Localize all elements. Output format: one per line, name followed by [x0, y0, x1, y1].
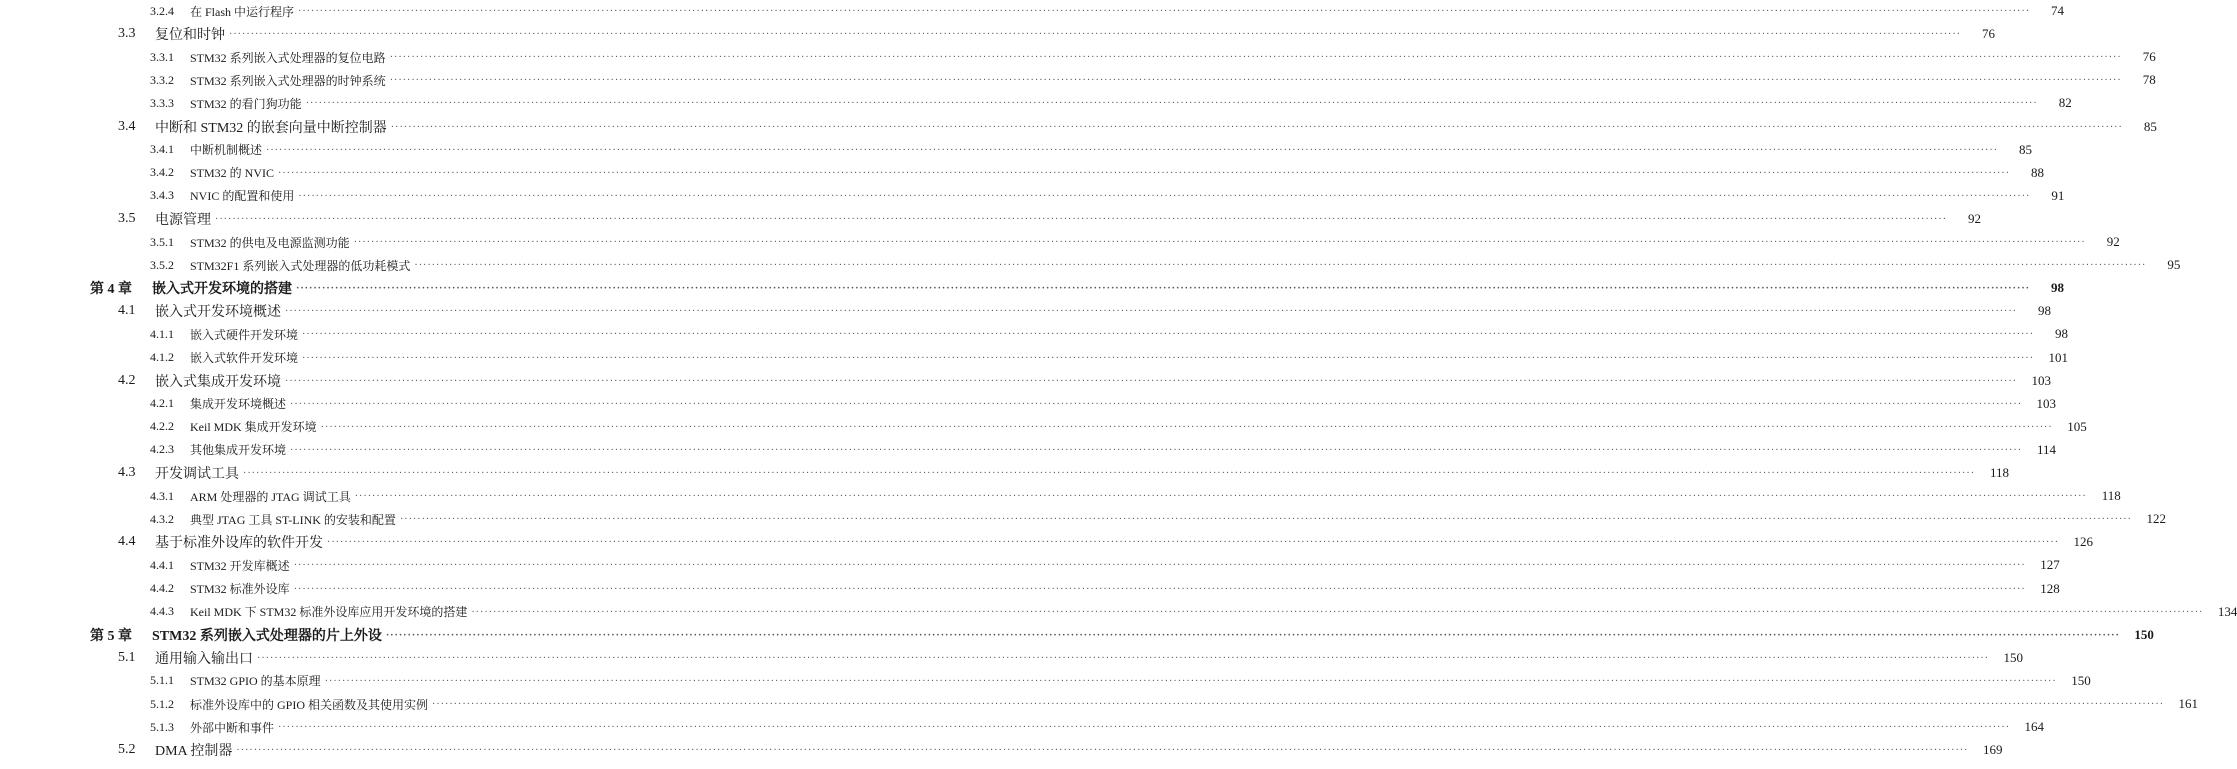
dot-leader: ················································································································································································································································································································································································································ [243, 468, 1976, 479]
toc-entry-page: 76 [1982, 26, 1996, 42]
dot-leader: ················································································································································································································································································································································································································ [290, 444, 2023, 456]
toc-entry [0, 716, 2045, 738]
toc-entry [0, 601, 2237, 623]
dot-leader: ················································································································································································································································································································································································································ [266, 144, 1999, 156]
dot-leader: ················································································································································································································································································································································································································ [399, 514, 2132, 526]
toc-entry [0, 323, 2069, 345]
dot-leader: ················································································································································································································································································································································································································ [414, 260, 2147, 272]
toc-entry-page: 88 [2031, 164, 2045, 180]
toc-entry-page: 103 [2036, 395, 2057, 411]
toc-entry-number: 4.4.1 [150, 557, 174, 572]
toc-entry-page: 164 [2024, 719, 2045, 735]
dot-leader: ················································································································································································································································································································································································································ [432, 699, 2165, 710]
toc-entry [0, 670, 2091, 692]
dot-leader: ················································································································································································································································································································································································································ [302, 352, 2035, 364]
toc-entry-number: 第 4 章 [90, 282, 132, 298]
toc-entry-title: NVIC 的配置和使用 [190, 189, 295, 204]
toc-entry-page: 78 [2142, 72, 2156, 88]
toc-entry-title: 中断机制概述 [190, 143, 263, 158]
toc-entry [0, 416, 2087, 438]
dot-leader: ················································································································································································································································································································································································································ [278, 167, 2011, 179]
toc-entry-title: STM32 标准外设库 [190, 582, 290, 596]
toc-entry-title: Keil MDK 下 STM32 标准外设库应用开发环境的搭建 [190, 605, 468, 620]
toc-entry-number: 3.4.2 [150, 165, 174, 180]
toc-entry-number: 3.4 [118, 118, 136, 134]
toc-entry-page: 134 [2217, 603, 2237, 619]
toc-entry-page: 122 [2146, 511, 2166, 527]
dot-leader: ················································································································································································································································································································································································································ [278, 722, 2011, 734]
toc-entry [0, 139, 2033, 161]
toc-entry-page: 92 [1968, 210, 1982, 226]
toc-entry-number: 3.5.1 [150, 234, 174, 249]
toc-entry [0, 624, 2154, 646]
toc-entry-page: 98 [2038, 303, 2052, 319]
toc-entry-page: 126 [2073, 534, 2094, 550]
toc-entry-title: STM32F1 系列嵌入式处理器的低功耗模式 [190, 258, 411, 273]
toc-entry [0, 231, 2120, 253]
toc-entry-number: 3.3.3 [150, 95, 174, 110]
toc-entry [0, 69, 2156, 91]
toc-entry-page: 150 [2003, 649, 2024, 665]
toc-entry [0, 162, 2045, 184]
toc-entry-title: 开发调试工具 [155, 467, 239, 482]
toc-entry [0, 23, 1996, 45]
dot-leader: ················································································································································································································································································································································································································ [390, 121, 2123, 133]
dot-leader: ················································································································································································································································································································································································································ [389, 75, 2122, 87]
toc-entry [0, 531, 2094, 553]
toc-entry [0, 647, 2024, 669]
toc-entry-title: ARM 处理器的 JTAG 调试工具 [190, 489, 351, 504]
toc-entry-number: 4.1.1 [150, 326, 174, 341]
dot-leader: ················································································································································································································································································································································································································ [298, 190, 2031, 202]
toc-entry-number: 5.1.2 [150, 696, 174, 711]
toc-entry-title: 通用输入输出口 [155, 651, 253, 667]
toc-entry-title: 复位和时钟 [155, 28, 225, 44]
dot-leader: ················································································································································································································································································································································································································ [290, 398, 2023, 410]
toc-entry [0, 92, 2072, 114]
dot-leader: ················································································································································································································································································································································································································ [471, 606, 2204, 618]
toc-entry-title: 嵌入式集成开发环境 [155, 374, 281, 390]
toc-entry-title: 标准外设库中的 GPIO 相关函数及其使用实例 [190, 697, 429, 712]
dot-leader: ················································································································································································································································································································································································································ [236, 745, 1969, 757]
toc-entry [0, 254, 2181, 276]
toc-entry-number: 5.1.3 [150, 719, 174, 734]
toc-entry-number: 3.4.1 [150, 142, 174, 157]
toc-entry [0, 693, 2199, 715]
toc-entry-number: 4.4.3 [150, 604, 174, 619]
toc-entry [0, 116, 2157, 138]
toc-entry-title: 典型 JTAG 工具 ST-LINK 的安装和配置 [190, 512, 396, 527]
toc-entry [0, 208, 1982, 230]
toc-entry [0, 370, 2052, 392]
toc-entry-title: STM32 系列嵌入式处理器的片上外设 [152, 628, 382, 644]
dot-leader: ················································································································································································································································································································································································································ [324, 675, 2057, 687]
dot-leader: ················································································································································································································································································································································································································ [353, 237, 2086, 248]
toc-entry-number: 4.3 [118, 465, 136, 480]
dot-leader: ················································································································································································································································································································································································································ [305, 98, 2038, 110]
toc-entry-title: 嵌入式软件开发环境 [190, 351, 299, 365]
toc-entry-number: 3.3.2 [150, 72, 174, 87]
toc-entry-number: 4.4.2 [150, 581, 174, 595]
toc-entry-title: STM32 的供电及电源监测功能 [190, 235, 350, 250]
toc-entry-number: 3.5 [118, 210, 136, 226]
toc-entry-page: 105 [2067, 418, 2087, 434]
toc-entry-page: 118 [1990, 465, 2010, 480]
toc-entry-number: 3.5.2 [150, 257, 174, 272]
toc-entry-number: 4.1.2 [150, 350, 174, 364]
toc-entry [0, 578, 2060, 600]
toc-entry-title: STM32 的看门狗功能 [190, 96, 302, 111]
toc-entry-number: 4.2.2 [150, 419, 174, 434]
toc-entry [0, 185, 2065, 207]
toc-entry-page: 92 [2106, 234, 2120, 249]
toc-entry-page: 150 [2134, 626, 2154, 642]
toc-entry-number: 4.2 [118, 372, 136, 388]
dot-leader: ················································································································································································································································································································································································································ [257, 652, 1990, 664]
dot-leader: ················································································································································································································································································································································································································ [285, 375, 2018, 387]
toc-entry-page: 150 [2071, 672, 2091, 688]
toc-entry-title: 嵌入式开发环境概述 [155, 305, 281, 321]
toc-entry-page: 76 [2142, 49, 2156, 65]
dot-leader: ················································································································································································································································································································································································································ [327, 537, 2060, 549]
dot-leader: ················································································································································································································································································································································································································ [385, 629, 2120, 641]
toc-entry-page: 98 [2050, 280, 2064, 296]
toc-entry-title: 其他集成开发环境 [190, 443, 287, 458]
toc-entry-number: 3.3.1 [150, 49, 174, 64]
dot-leader: ················································································································································································································································································································································································································ [285, 306, 2018, 318]
toc-entry-title: 嵌入式硬件开发环境 [190, 327, 299, 342]
toc-entry-title: 基于标准外设库的软件开发 [155, 536, 323, 552]
toc-entry-number: 4.1 [118, 303, 136, 319]
dot-leader: ················································································································································································································································································································································································································ [389, 52, 2122, 64]
dot-leader: ················································································································································································································································································································································································································ [296, 283, 2030, 295]
toc-entry [0, 439, 2057, 461]
toc-entry-title: 集成开发环境概述 [190, 397, 287, 412]
toc-entry [0, 0, 2065, 22]
toc-entry [0, 554, 2060, 576]
toc-entry [0, 46, 2156, 68]
dot-leader: ················································································································································································································································································································································································································ [215, 213, 1948, 225]
toc-entry-page: 169 [1982, 742, 2003, 758]
dot-leader: ················································································································································································································································································································································································································ [320, 421, 2053, 433]
toc-entry [0, 277, 2064, 299]
dot-leader: ················································································································································································································································································································································································································ [229, 29, 1962, 41]
toc-entry-title: STM32 开发库概述 [190, 558, 290, 573]
dot-leader: ················································································································································································································································································································································································································ [298, 6, 2031, 17]
toc-entry-title: DMA 控制器 [155, 744, 233, 760]
toc-entry-number: 5.1.1 [150, 673, 174, 688]
dot-leader: ················································································································································································································································································································································································································ [293, 560, 2026, 572]
toc-entry-page: 114 [2037, 441, 2057, 457]
toc-entry-page: 127 [2040, 557, 2060, 573]
toc-entry-number: 4.3.2 [150, 511, 174, 526]
toc-entry [0, 300, 2052, 322]
toc-entry-title: Keil MDK 集成开发环境 [190, 420, 317, 435]
toc-entry-page: 91 [2051, 187, 2065, 203]
toc-entry [0, 739, 2003, 761]
toc-entry [0, 393, 2057, 415]
toc-entry-number: 5.1 [118, 649, 136, 665]
dot-leader: ················································································································································································································································································································································································································ [293, 583, 2026, 595]
toc-entry-title: 在 Flash 中运行程序 [190, 4, 295, 19]
toc-entry [0, 485, 2121, 507]
toc-entry-title: STM32 系列嵌入式处理器的复位电路 [190, 50, 386, 65]
toc-entry-page: 85 [2019, 141, 2033, 157]
toc-entry-number: 4.2.3 [150, 442, 174, 457]
toc-entry-title: 外部中断和事件 [190, 720, 275, 735]
toc-entry-number: 4.3.1 [150, 488, 174, 503]
toc-entry-page: 95 [2167, 257, 2181, 273]
toc-entry [0, 347, 2069, 369]
toc-entry-title: 嵌入式开发环境的搭建 [152, 282, 292, 298]
toc-entry-page: 128 [2040, 580, 2060, 596]
toc-entry-title: 电源管理 [155, 212, 211, 228]
toc-entry-number: 3.3 [118, 26, 136, 42]
toc-entry [0, 508, 2166, 530]
toc-entry-title: STM32 系列嵌入式处理器的时钟系统 [190, 73, 386, 88]
toc-entry-number: 第 5 章 [90, 628, 132, 644]
toc-entry [0, 462, 2010, 484]
toc-entry-title: STM32 的 NVIC [190, 166, 275, 181]
toc-entry-page: 74 [2051, 3, 2065, 18]
toc-entry-number: 3.2.4 [150, 3, 174, 18]
toc-entry-title: STM32 GPIO 的基本原理 [190, 674, 321, 689]
dot-leader: ················································································································································································································································································································································································································ [302, 329, 2035, 341]
toc-entry-page: 118 [2101, 488, 2121, 504]
toc-entry-page: 161 [2178, 696, 2199, 711]
toc-entry-number: 4.4 [118, 534, 136, 550]
dot-leader: ················································································································································································································································································································································································································ [354, 491, 2087, 503]
toc-entry-page: 103 [2031, 372, 2052, 388]
toc-entry-page: 82 [2058, 95, 2072, 111]
toc-entry-page: 85 [2143, 118, 2157, 134]
toc-entry-page: 98 [2055, 326, 2069, 342]
toc-entry-title: 中断和 STM32 的嵌套向量中断控制器 [155, 120, 387, 136]
toc-entry-page: 101 [2048, 349, 2069, 365]
toc-entry-number: 3.4.3 [150, 188, 174, 203]
toc-entry-number: 4.2.1 [150, 396, 174, 411]
toc-entry-number: 5.2 [118, 742, 136, 758]
